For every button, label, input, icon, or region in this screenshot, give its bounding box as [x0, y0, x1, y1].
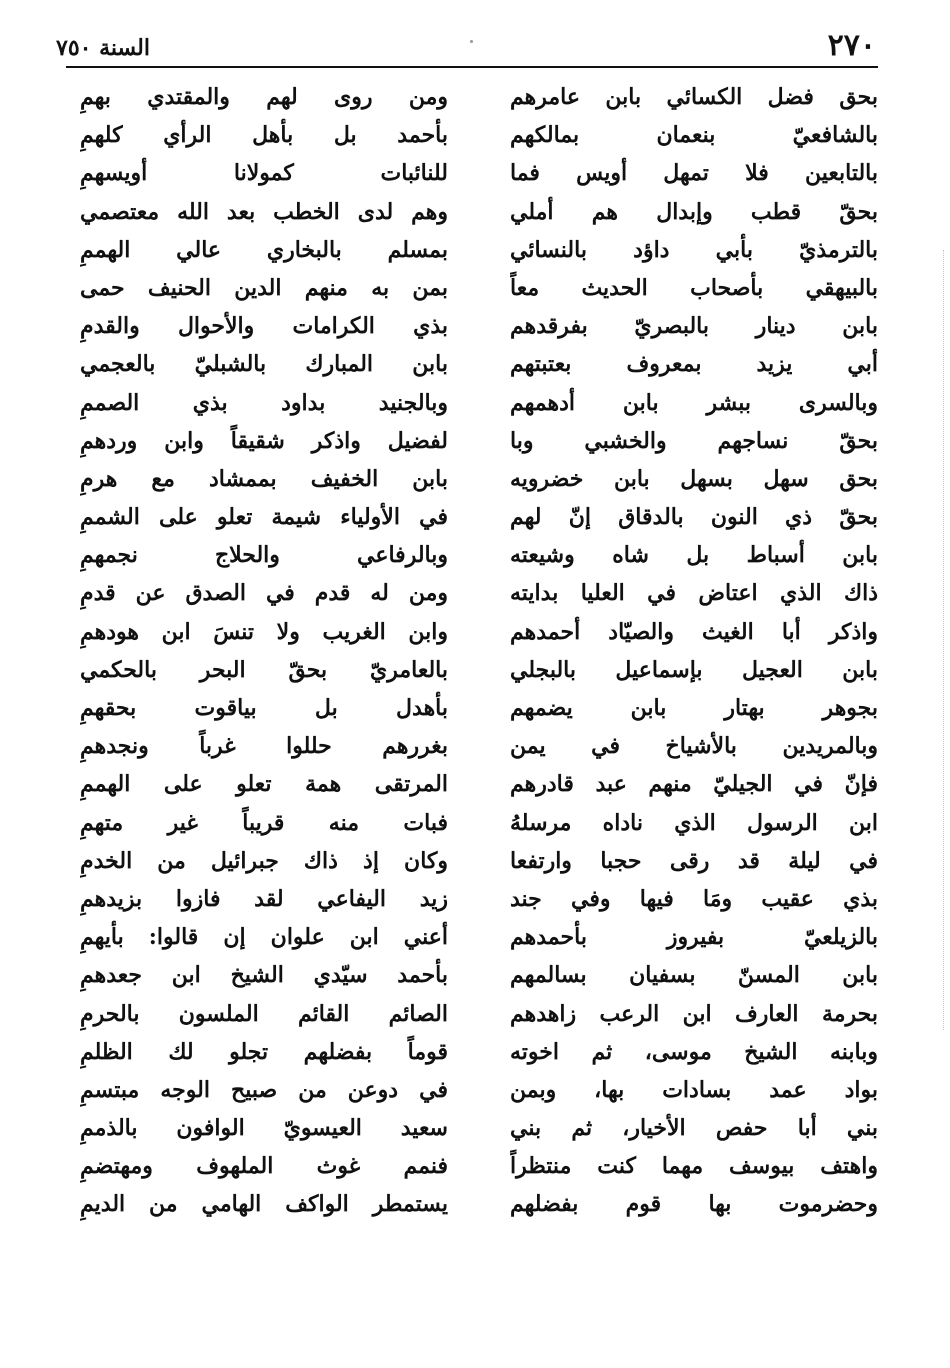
- left-column-verse-line: بمسلم بالبخاري عالي الهممِ: [80, 236, 448, 263]
- right-column-verse-line: بحقّ قطب وإبدال هم أملي: [510, 198, 878, 225]
- left-column-verse-line: لفضيل واذكر شقيقاً وابن وردهمِ: [80, 427, 448, 454]
- left-column-verse-line: وهم لدى الخطب بعد الله معتصمي: [80, 198, 448, 225]
- right-column-verse-line: بجوهر بهتار بابن يضمهم: [510, 695, 878, 721]
- left-column-verse-line: ومن له قدم في الصدق عن قدمِ: [80, 580, 448, 607]
- page-header: [56, 28, 876, 64]
- poem-columns: [66, 78, 878, 1278]
- scan-dot: [470, 40, 473, 43]
- left-column-verse-line: بمن به منهم الدين الحنيف حمى: [80, 274, 448, 301]
- right-column-verse-line: وحضرموت بها قوم بفضلهم: [510, 1191, 878, 1218]
- left-column-verse-line: زيد اليفاعي لقد فازوا بزيدهمِ: [80, 885, 448, 912]
- left-column-verse-line: بأحمد سيّدي الشيخ ابن جعدهمِ: [80, 962, 448, 989]
- left-column-verse-line: بذي الكرامات والأحوال والقدمِ: [80, 313, 448, 340]
- left-column-verse-line: فنمم غوث الملهوف ومهتضمِ: [80, 1153, 448, 1180]
- page-number: ٢٧٠: [827, 28, 876, 63]
- right-column-verse-line: وبابنه الشيخ موسى، ثم اخوته: [510, 1038, 878, 1065]
- left-column-verse-line: قوماً بفضلهم تجلو لك الظلمِ: [80, 1038, 448, 1065]
- right-column-verse-line: بالتابعين فلا تمهل أويس فما: [510, 160, 878, 187]
- left-column-verse-line: المرتقى همة تعلو على الهممِ: [80, 771, 448, 798]
- left-column-verse-line: فبات منه قريباً غير متهمِ: [80, 809, 448, 836]
- left-column-verse-line: سعيد العيسويّ الوافون بالذممِ: [80, 1115, 448, 1142]
- right-column-verse-line: بني أبا حفص الأخيار، ثم بني: [510, 1115, 878, 1142]
- right-column-verse-line: بحق فضل الكسائي بابن عامرهم: [510, 84, 878, 110]
- right-column-verse-line: فإنّ في الجيليّ منهم عبد قادرهم: [510, 771, 878, 798]
- left-column-verse-line: بأحمد بل بأهل الرأي كلهمِ: [80, 122, 448, 149]
- left-column-verse-line: وابن الغريب ولا تنسَ ابن هودهمِ: [80, 618, 448, 645]
- right-column-verse-line: بحق سهل بسهل بابن خضرويه: [510, 465, 878, 492]
- left-column-verse-line: بأهدل بل بياقوت بحقهمِ: [80, 695, 448, 721]
- left-column-verse-line: يستمطر الواكف الهامي من الديمِ: [80, 1191, 448, 1218]
- right-column-verse-line: بحقّ نساجهم والخشبي وبا: [510, 427, 878, 454]
- left-column-verse-line: في دوعن من صبيح الوجه مبتسمِ: [80, 1076, 448, 1103]
- right-column-verse-line: بحرمة العارف ابن الرعب زاهدهم: [510, 1000, 878, 1027]
- left-column-verse-line: وبالجنيد بداود بذي الصممِ: [80, 389, 448, 416]
- right-column-verse-line: بالشافعيّ بنعمان بمالكهم: [510, 122, 878, 149]
- right-column: [510, 78, 878, 1224]
- header-divider: [66, 66, 878, 68]
- left-column-verse-line: بالعامريّ بحقّ البحر بالحكمي: [80, 656, 448, 683]
- right-column-verse-line: بالترمذيّ بأبي داؤد بالنسائي: [510, 236, 878, 263]
- running-head: السنة ٧٥٠: [56, 35, 150, 61]
- right-column-verse-line: أبي يزيد بمعروف بعتبتهم: [510, 351, 878, 378]
- right-column-verse-line: ذاك الذي اعتاض في العليا بدايته: [510, 580, 878, 607]
- left-column-verse-line: الصائم القائم الملسون بالحرمِ: [80, 1000, 448, 1027]
- right-column-verse-line: واذكر أبا الغيث والصيّاد أحمدهم: [510, 618, 878, 645]
- left-column-verse-line: بابن المبارك بالشبليّ بالعجمي: [80, 351, 448, 378]
- right-column-verse-line: بابن دينار بالبصريّ بفرقدهم: [510, 313, 878, 340]
- right-column-verse-line: بحقّ ذي النون بالدقاق إنّ لهم: [510, 504, 878, 531]
- right-column-verse-line: واهتف بيوسف مهما كنت منتظراً: [510, 1153, 878, 1180]
- left-column-verse-line: بغررهم حللوا غرباً ونجدهمِ: [80, 733, 448, 760]
- right-column-verse-line: وبالسرى ببشر بابن أدهمهم: [510, 389, 878, 416]
- right-column-verse-line: بالزيلعيّ بفيروز بأحمدهم: [510, 924, 878, 951]
- left-column: [80, 78, 448, 1224]
- left-column-verse-line: للنائبات كمولانا أويسهمِ: [80, 160, 448, 187]
- left-column-verse-line: وبالرفاعي والحلاج نجمهمِ: [80, 542, 448, 569]
- right-column-verse-line: بالبيهقي بأصحاب الحديث معاً: [510, 274, 878, 301]
- right-column-verse-line: بذي عقيب ومَا فيها وفي جند: [510, 885, 878, 912]
- right-column-verse-line: في ليلة قد رقى حجبا وارتفعا: [510, 847, 878, 874]
- left-column-verse-line: بابن الخفيف بممشاد مع هرمِ: [80, 465, 448, 492]
- right-column-verse-line: بواد عمد بسادات بها، وبمن: [510, 1076, 878, 1103]
- right-column-verse-line: بابن أسباط بل شاه وشيعته: [510, 542, 878, 569]
- right-column-verse-line: بابن المسنّ بسفيان بسالمهم: [510, 962, 878, 989]
- left-column-verse-line: وكان إذ ذاك جبرائيل من الخدمِ: [80, 847, 448, 874]
- right-column-verse-line: ابن الرسول الذي ناداه مرسلهُ: [510, 809, 878, 836]
- left-column-verse-line: أعني ابن علوان إن قالوا: بأيهمِ: [80, 924, 448, 951]
- left-column-verse-line: ومن روى لهم والمقتدي بهمِ: [80, 84, 448, 110]
- left-column-verse-line: في الأولياء شيمة تعلو على الشممِ: [80, 504, 448, 531]
- right-column-verse-line: بابن العجيل بإسماعيل بالبجلي: [510, 656, 878, 683]
- scan-edge-mark: [940, 250, 944, 1030]
- right-column-verse-line: وبالمريدين بالأشياخ في يمن: [510, 733, 878, 760]
